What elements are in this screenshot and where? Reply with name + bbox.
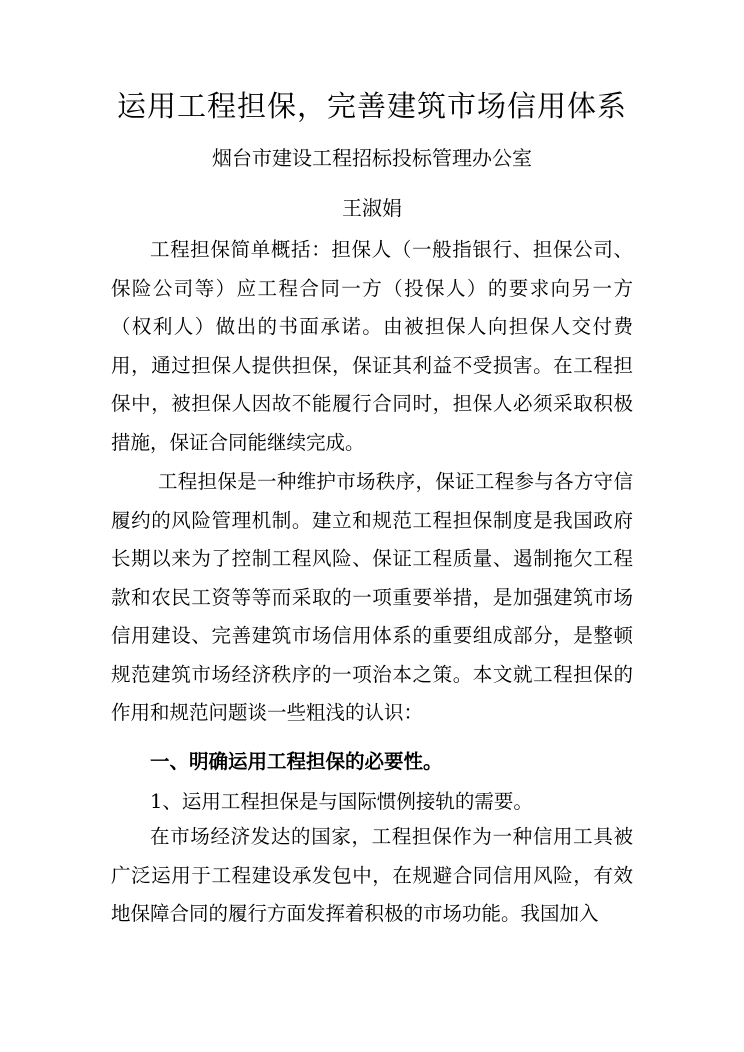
- paragraph-3: 在市场经济发达的国家，工程担保作为一种信用工具被广泛运用于工程建设承发包中，在规避合同信用风险，有效地保障合同的履行方面发挥着积极的市场功能。我国加入: [111, 825, 633, 925]
- subsection-heading: 1、运用工程担保是与国际惯例接轨的需要。: [150, 790, 533, 813]
- paragraph-2: 工程担保是一种维护市场秩序，保证工程参与各方守信履约的风险管理机制。建立和规范工程担保制度是我国政府长期以来为了控制工程风险、保证工程质量、遏制拖欠工程款和农民工资等等而采取的一项重要举措，是加强建筑市场信用建设、完善建筑市场信用体系的重要组成部分，是整顿规范建筑市场经济秩序的一项治本之策。本文就工程担保的作用和规范问题谈一些粗浅的认识：: [111, 470, 633, 724]
- section-heading: 一、明确运用工程担保的必要性。: [150, 750, 443, 773]
- organization-line: 烟台市建设工程招标投标管理办公室: [212, 146, 532, 170]
- document-title: 运用工程担保，完善建筑市场信用体系: [116, 89, 627, 123]
- author-name: 王淑娟: [342, 196, 402, 220]
- paragraph-1: 工程担保简单概括：担保人（一般指银行、担保公司、保险公司等）应工程合同一方（投保人）的要求向另一方（权利人）做出的书面承诺。由被担保人向担保人交付费用，通过担保人提供担保，保证其利益不受损害。在工程担保中，被担保人因故不能履行合同时，担保人必须采取积极措施，保证合同能继续完成。: [111, 238, 633, 454]
